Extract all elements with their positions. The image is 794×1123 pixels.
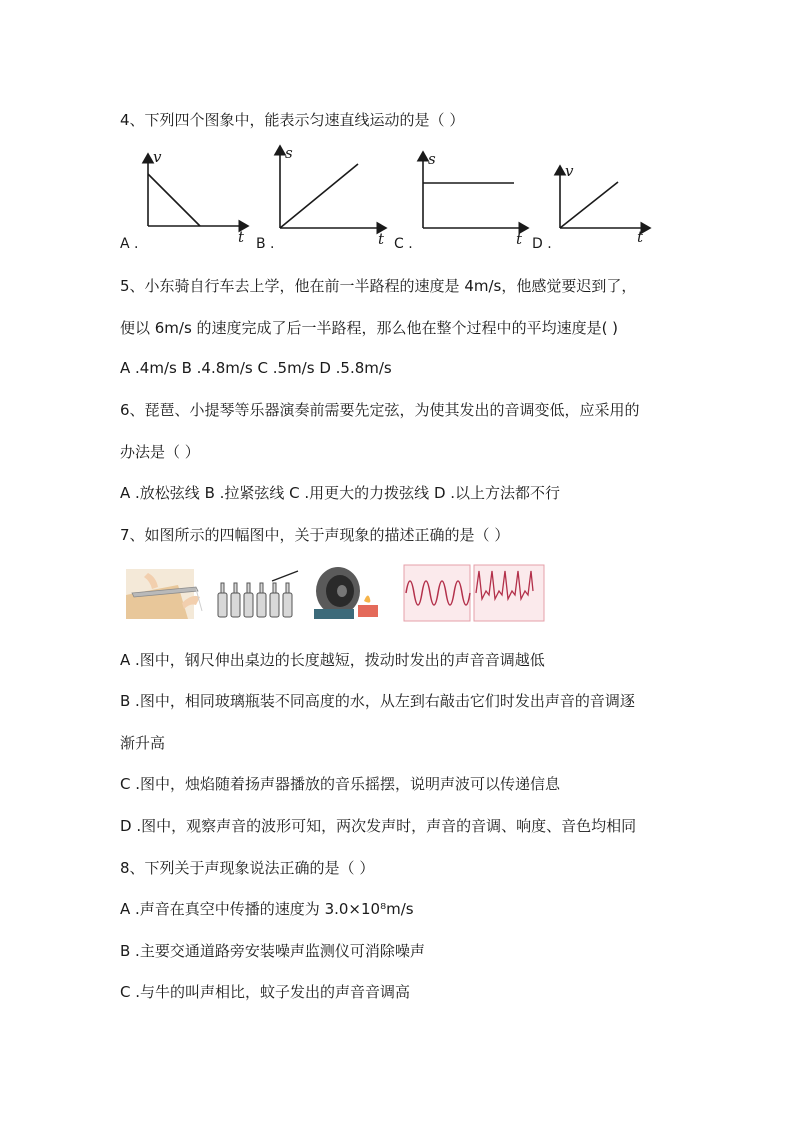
question-8-stem: 8、下列关于声现象说法正确的是（ ） (120, 859, 375, 877)
question-7-stem: 7、如图所示的四幅图中，关于声现象的描述正确的是（ ） (120, 526, 510, 544)
graph-a-line (148, 174, 200, 226)
graph-d-x-label: t (637, 228, 644, 246)
question-7-option-c: C .图中，烛焰随着扬声器播放的音乐摇摆，说明声波可以传递信息 (120, 775, 561, 793)
graph-c-y-label: s (428, 150, 436, 168)
question-7-option-a: A .图中，钢尺伸出桌边的长度越短，拨动时发出的声音音调越低 (120, 651, 545, 669)
question-7-option-b-line-2: 渐升高 (120, 734, 166, 752)
graph-b-line (280, 164, 358, 228)
graph-a-y-label: v (153, 148, 162, 166)
graph-a-option: A . (120, 236, 139, 252)
graph-b-x-label: t (378, 230, 385, 248)
question-6-line-2: 办法是（ ） (120, 443, 200, 461)
graph-d-y-label: v (565, 162, 574, 180)
question-5-options: A .4m/s B .4.8m/s C .5m/s D .5.8m/s (120, 359, 392, 377)
question-4-graphs (118, 140, 658, 255)
question-7-option-b-line-1: B .图中，相同玻璃瓶装不同高度的水，从左到右敲击它们时发出声音的音调逐 (120, 692, 635, 710)
graph-a-x-label: t (238, 228, 245, 246)
question-8-option-c: C .与牛的叫声相比，蚊子发出的声音音调高 (120, 983, 411, 1001)
question-7-figures (126, 563, 556, 623)
waveform-figure (404, 565, 544, 621)
motion-graphs (118, 140, 658, 255)
question-4-stem: 4、下列四个图象中，能表示匀速直线运动的是（ ） (120, 111, 465, 129)
graph-d-option: D . (532, 236, 552, 252)
question-8-option-b: B .主要交通道路旁安装噪声监测仪可消除噪声 (120, 942, 425, 960)
graph-d-line (560, 182, 618, 228)
sound-figures (126, 563, 556, 623)
question-6-line-1: 6、琵琶、小提琴等乐器演奏前需要先定弦，为使其发出的音调变低，应采用的 (120, 401, 640, 419)
speaker-candle-figure (314, 567, 378, 619)
question-6-options: A .放松弦线 B .拉紧弦线 C .用更大的力拨弦线 D .以上方法都不行 (120, 484, 561, 502)
graph-c-x-label: t (516, 230, 523, 248)
graph-c-option: C . (394, 236, 413, 252)
glass-bottles-figure (218, 571, 298, 617)
ruler-on-table-figure (126, 569, 202, 619)
question-5-line-2: 便以 6m/s 的速度完成了后一半路程，那么他在整个过程中的平均速度是( ) (120, 319, 619, 337)
question-8-option-a: A .声音在真空中传播的速度为 3.0×10⁸m/s (120, 900, 414, 918)
question-7-option-d: D .图中，观察声音的波形可知，两次发声时，声音的音调、响度、音色均相同 (120, 817, 637, 835)
graph-b-option: B . (256, 236, 275, 252)
question-5-line-1: 5、小东骑自行车去上学，他在前一半路程的速度是 4m/s，他感觉要迟到了， (120, 277, 637, 295)
graph-b-y-label: s (285, 144, 293, 162)
